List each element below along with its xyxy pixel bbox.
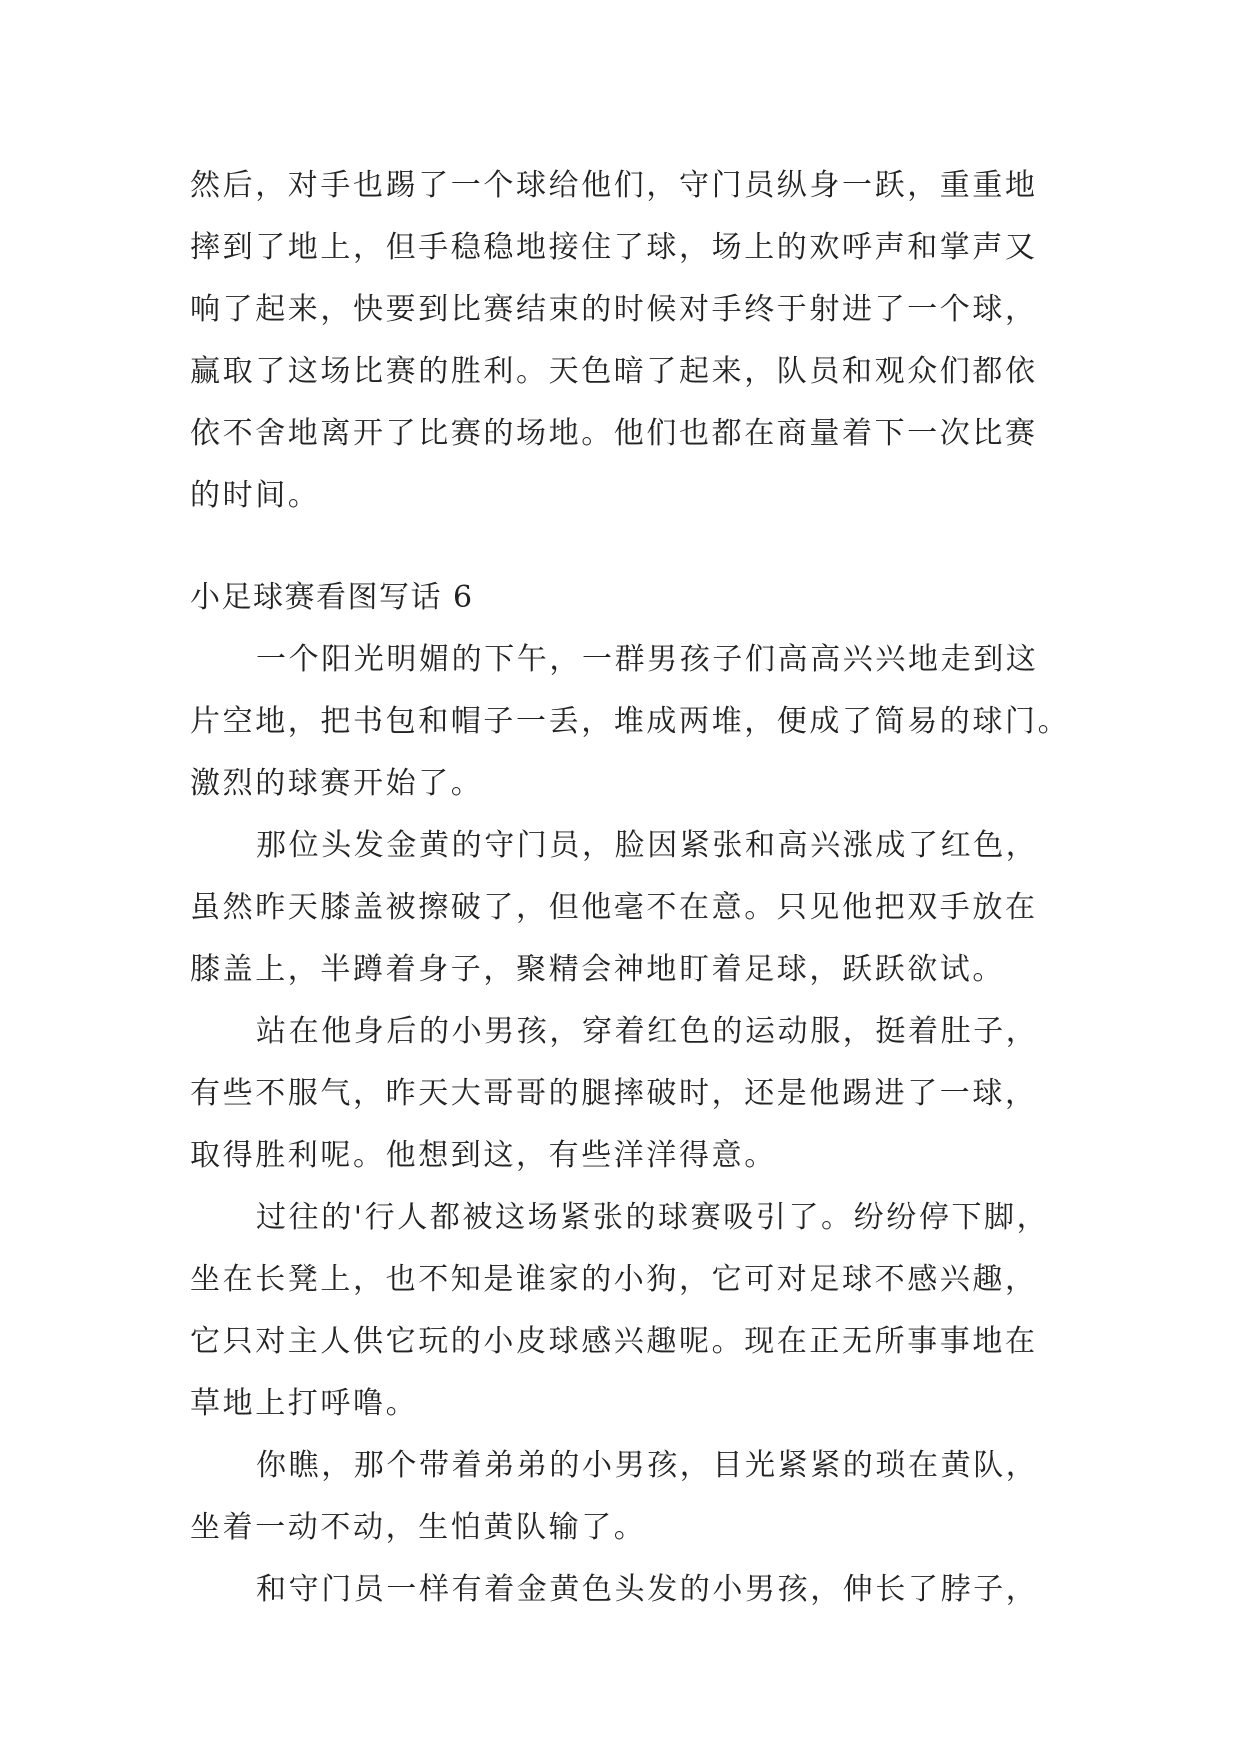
text-line: 有些不服气，昨天大哥哥的腿摔破时，还是他踢进了一球， (190, 1076, 1038, 1111)
text-line: 摔到了地上，但手稳稳地接住了球，场上的欢呼声和掌声又 (190, 230, 1038, 265)
section-title: 小足球赛看图写话 6 (190, 580, 474, 615)
text-line: 片空地，把书包和帽子一丢，堆成两堆，便成了简易的球门。 (190, 704, 1071, 739)
text-line: 它只对主人供它玩的小皮球感兴趣呢。现在正无所事事地在 (190, 1324, 1038, 1359)
text-line: 虽然昨天膝盖被擦破了，但他毫不在意。只见他把双手放在 (190, 890, 1038, 925)
text-line: 取得胜利呢。他想到这，有些洋洋得意。 (190, 1138, 777, 1173)
text-line: 草地上打呼噜。 (190, 1386, 419, 1421)
text-line: 站在他身后的小男孩，穿着红色的运动服，挺着肚子， (256, 1014, 1039, 1049)
paragraph (190, 1187, 1070, 1435)
text-line: 坐着一动不动，生怕黄队输了。 (190, 1510, 647, 1545)
text-line: 过往的'行人都被这场紧张的球赛吸引了。纷纷停下脚， (256, 1200, 1050, 1235)
text-line: 响了起来，快要到比赛结束的时候对手终于射进了一个球， (190, 292, 1038, 327)
text-line: 的时间。 (190, 478, 321, 513)
text-line: 赢取了这场比赛的胜利。天色暗了起来，队员和观众们都依 (190, 354, 1038, 389)
paragraph (190, 1559, 1070, 1621)
text-line: 膝盖上，半蹲着身子，聚精会神地盯着足球，跃跃欲试。 (190, 952, 1005, 987)
text-line: 依不舍地离开了比赛的场地。他们也都在商量着下一次比赛 (190, 416, 1038, 451)
text-line: 激烈的球赛开始了。 (190, 766, 484, 801)
essay-section (190, 567, 1070, 1621)
continuation-paragraph (190, 155, 1070, 527)
text-line: 那位头发金黄的守门员，脸因紧张和高兴涨成了红色， (256, 828, 1039, 863)
paragraph (190, 1435, 1070, 1559)
paragraph (190, 815, 1070, 1001)
text-line: 你瞧，那个带着弟弟的小男孩，目光紧紧的琐在黄队， (256, 1448, 1039, 1483)
text-line: 和守门员一样有着金黄色头发的小男孩，伸长了脖子， (256, 1572, 1039, 1607)
paragraph (190, 629, 1070, 815)
text-line: 然后，对手也踢了一个球给他们，守门员纵身一跃，重重地 (190, 168, 1038, 203)
text-line: 一个阳光明媚的下午，一群男孩子们高高兴兴地走到这 (256, 642, 1039, 677)
paragraph (190, 1001, 1070, 1187)
text-line: 坐在长凳上，也不知是谁家的小狗，它可对足球不感兴趣， (190, 1262, 1038, 1297)
